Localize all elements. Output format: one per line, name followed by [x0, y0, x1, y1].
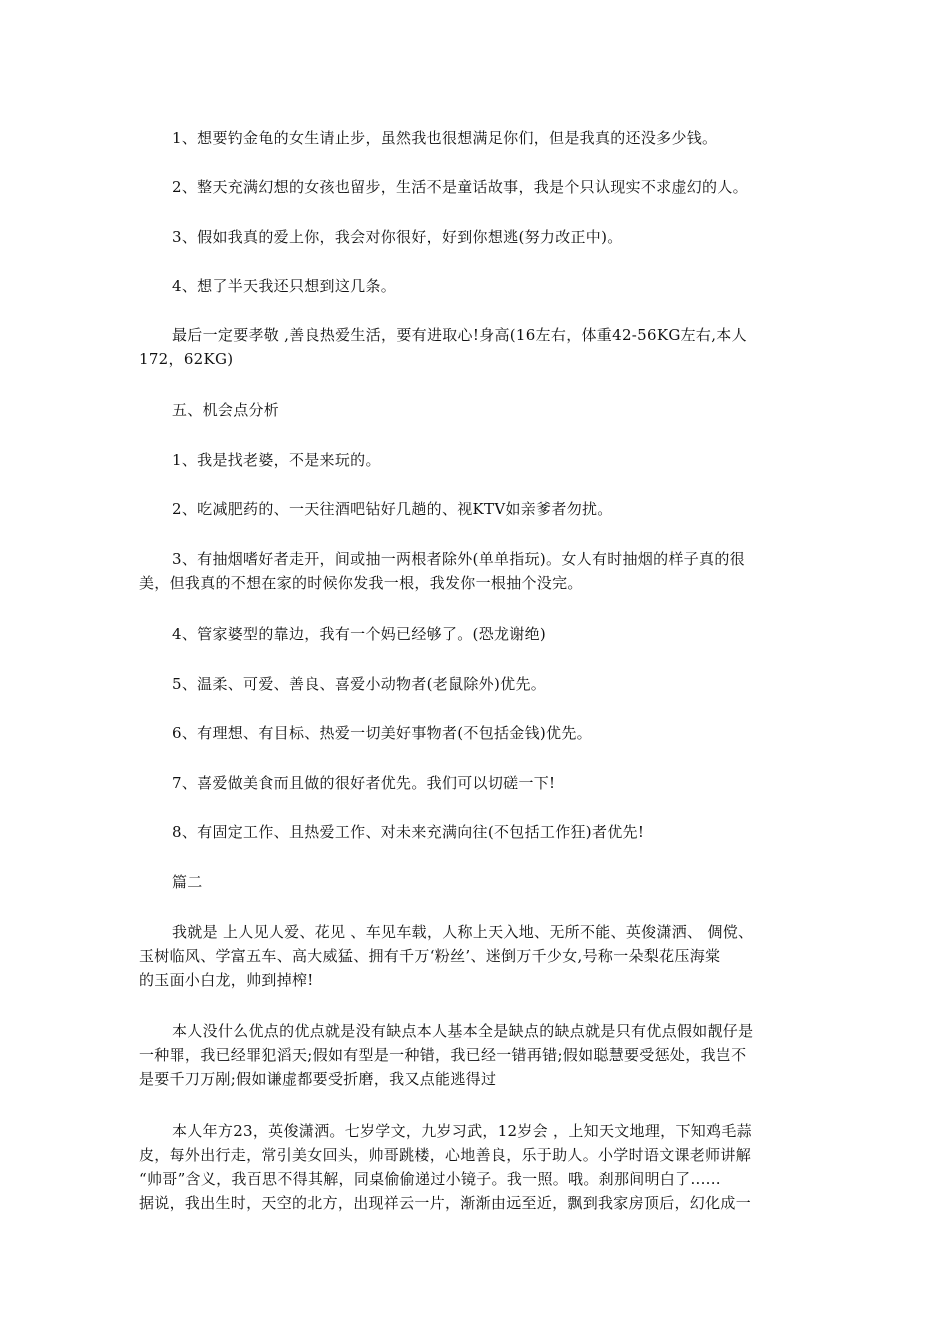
paragraph-requirement-2	[139, 175, 822, 199]
text-line: 本人没什么优点的优点就是没有缺点本人基本全是缺点的缺点就是只有优点假如靓仔是	[172, 1022, 754, 1040]
section-heading-opportunity	[139, 398, 822, 422]
paragraph-opportunity-5	[139, 672, 822, 696]
text-line: 172，62KG)	[139, 350, 234, 368]
paragraph-requirement-1	[139, 126, 822, 150]
text-line: “帅哥”含义，我百思不得其解，同桌偷偷递过小镜子。我一照。哦。刹那间明白了......	[139, 1170, 721, 1188]
text-line: 2、吃减肥药的、一天往酒吧钻好几趟的、视KTV如亲爹者勿扰。	[172, 500, 613, 518]
paragraph-opportunity-8	[139, 820, 822, 844]
text-line: 本人年方23，英俊潇洒。七岁学文，九岁习武，12岁会 ，上知天文地理，下知鸡毛蒜	[172, 1122, 752, 1140]
paragraph-age-story	[139, 1119, 822, 1215]
text-line: 据说，我出生时，天空的北方，出现祥云一片，渐渐由远至近，飘到我家房顶后，幻化成一	[139, 1194, 752, 1212]
paragraph-self-intro	[139, 920, 822, 992]
text-line: 5、温柔、可爱、善良、喜爱小动物者(老鼠除外)优先。	[172, 675, 547, 693]
text-line: 6、有理想、有目标、热爱一切美好事物者(不包括金钱)优先。	[172, 724, 592, 742]
text-line: 一种罪，我已经罪犯滔天;假如有型是一种错，我已经一错再错;假如聪慧要受惩处，我岂不	[139, 1046, 747, 1064]
text-line: 2、整天充满幻想的女孩也留步，生活不是童话故事，我是个只认现实不求虚幻的人。	[172, 178, 748, 196]
text-line: 4、管家婆型的靠边，我有一个妈已经够了。(恐龙谢绝)	[172, 625, 547, 643]
paragraph-opportunity-2	[139, 497, 822, 521]
paragraph-opportunity-4	[139, 622, 822, 646]
text-line: 五、机会点分析	[172, 401, 280, 419]
paragraph-final-requirement	[139, 323, 822, 371]
paragraph-requirement-3	[139, 225, 822, 249]
text-line: 我就是 上人见人爱、花见 、车见车载，人称上天入地、无所不能、英俊潇洒、 倜傥、	[172, 923, 754, 941]
paragraph-merits	[139, 1019, 822, 1091]
text-line: 8、有固定工作、且热爱工作、对未来充满向往(不包括工作狂)者优先!	[172, 823, 645, 841]
text-line: 篇二	[172, 873, 203, 891]
paragraph-opportunity-6	[139, 721, 822, 745]
text-line: 4、想了半天我还只想到这几条。	[172, 277, 397, 295]
text-line: 1、想要钓金龟的女生请止步，虽然我也很想满足你们，但是我真的还没多少钱。	[172, 129, 718, 147]
text-line: 美，但我真的不想在家的时候你发我一根，我发你一根抽个没完。	[139, 574, 583, 592]
text-line: 是要千刀万剐;假如谦虚都要受折磨，我又点能逃得过	[139, 1070, 497, 1088]
paragraph-opportunity-1	[139, 448, 822, 472]
paragraph-requirement-4	[139, 274, 822, 298]
section-heading-part-two	[139, 870, 822, 894]
text-line: 7、喜爱做美食而且做的很好者优先。我们可以切磋一下!	[172, 774, 556, 792]
text-line: 皮，每外出行走，常引美女回头，帅哥跳楼，心地善良，乐于助人。小学时语文课老师讲解	[139, 1146, 752, 1164]
text-line: 1、我是找老婆，不是来玩的。	[172, 451, 381, 469]
text-line: 3、有抽烟嗜好者走开，间或抽一两根者除外(单单指玩)。女人有时抽烟的样子真的很	[172, 550, 745, 568]
paragraph-opportunity-7	[139, 771, 822, 795]
text-line: 最后一定要孝敬 ,善良热爱生活，要有进取心!身高(16左右，体重42-56KG左右,本人	[172, 326, 747, 344]
paragraph-opportunity-3	[139, 547, 822, 595]
text-line: 3、假如我真的爱上你，我会对你很好，好到你想逃(努力改正中)。	[172, 228, 623, 246]
text-line: 玉树临风、学富五车、高大威猛、拥有千万‘粉丝’、迷倒万千少女,号称一朵梨花压海棠	[139, 947, 721, 965]
text-line: 的玉面小白龙，帅到掉榨!	[139, 971, 314, 989]
